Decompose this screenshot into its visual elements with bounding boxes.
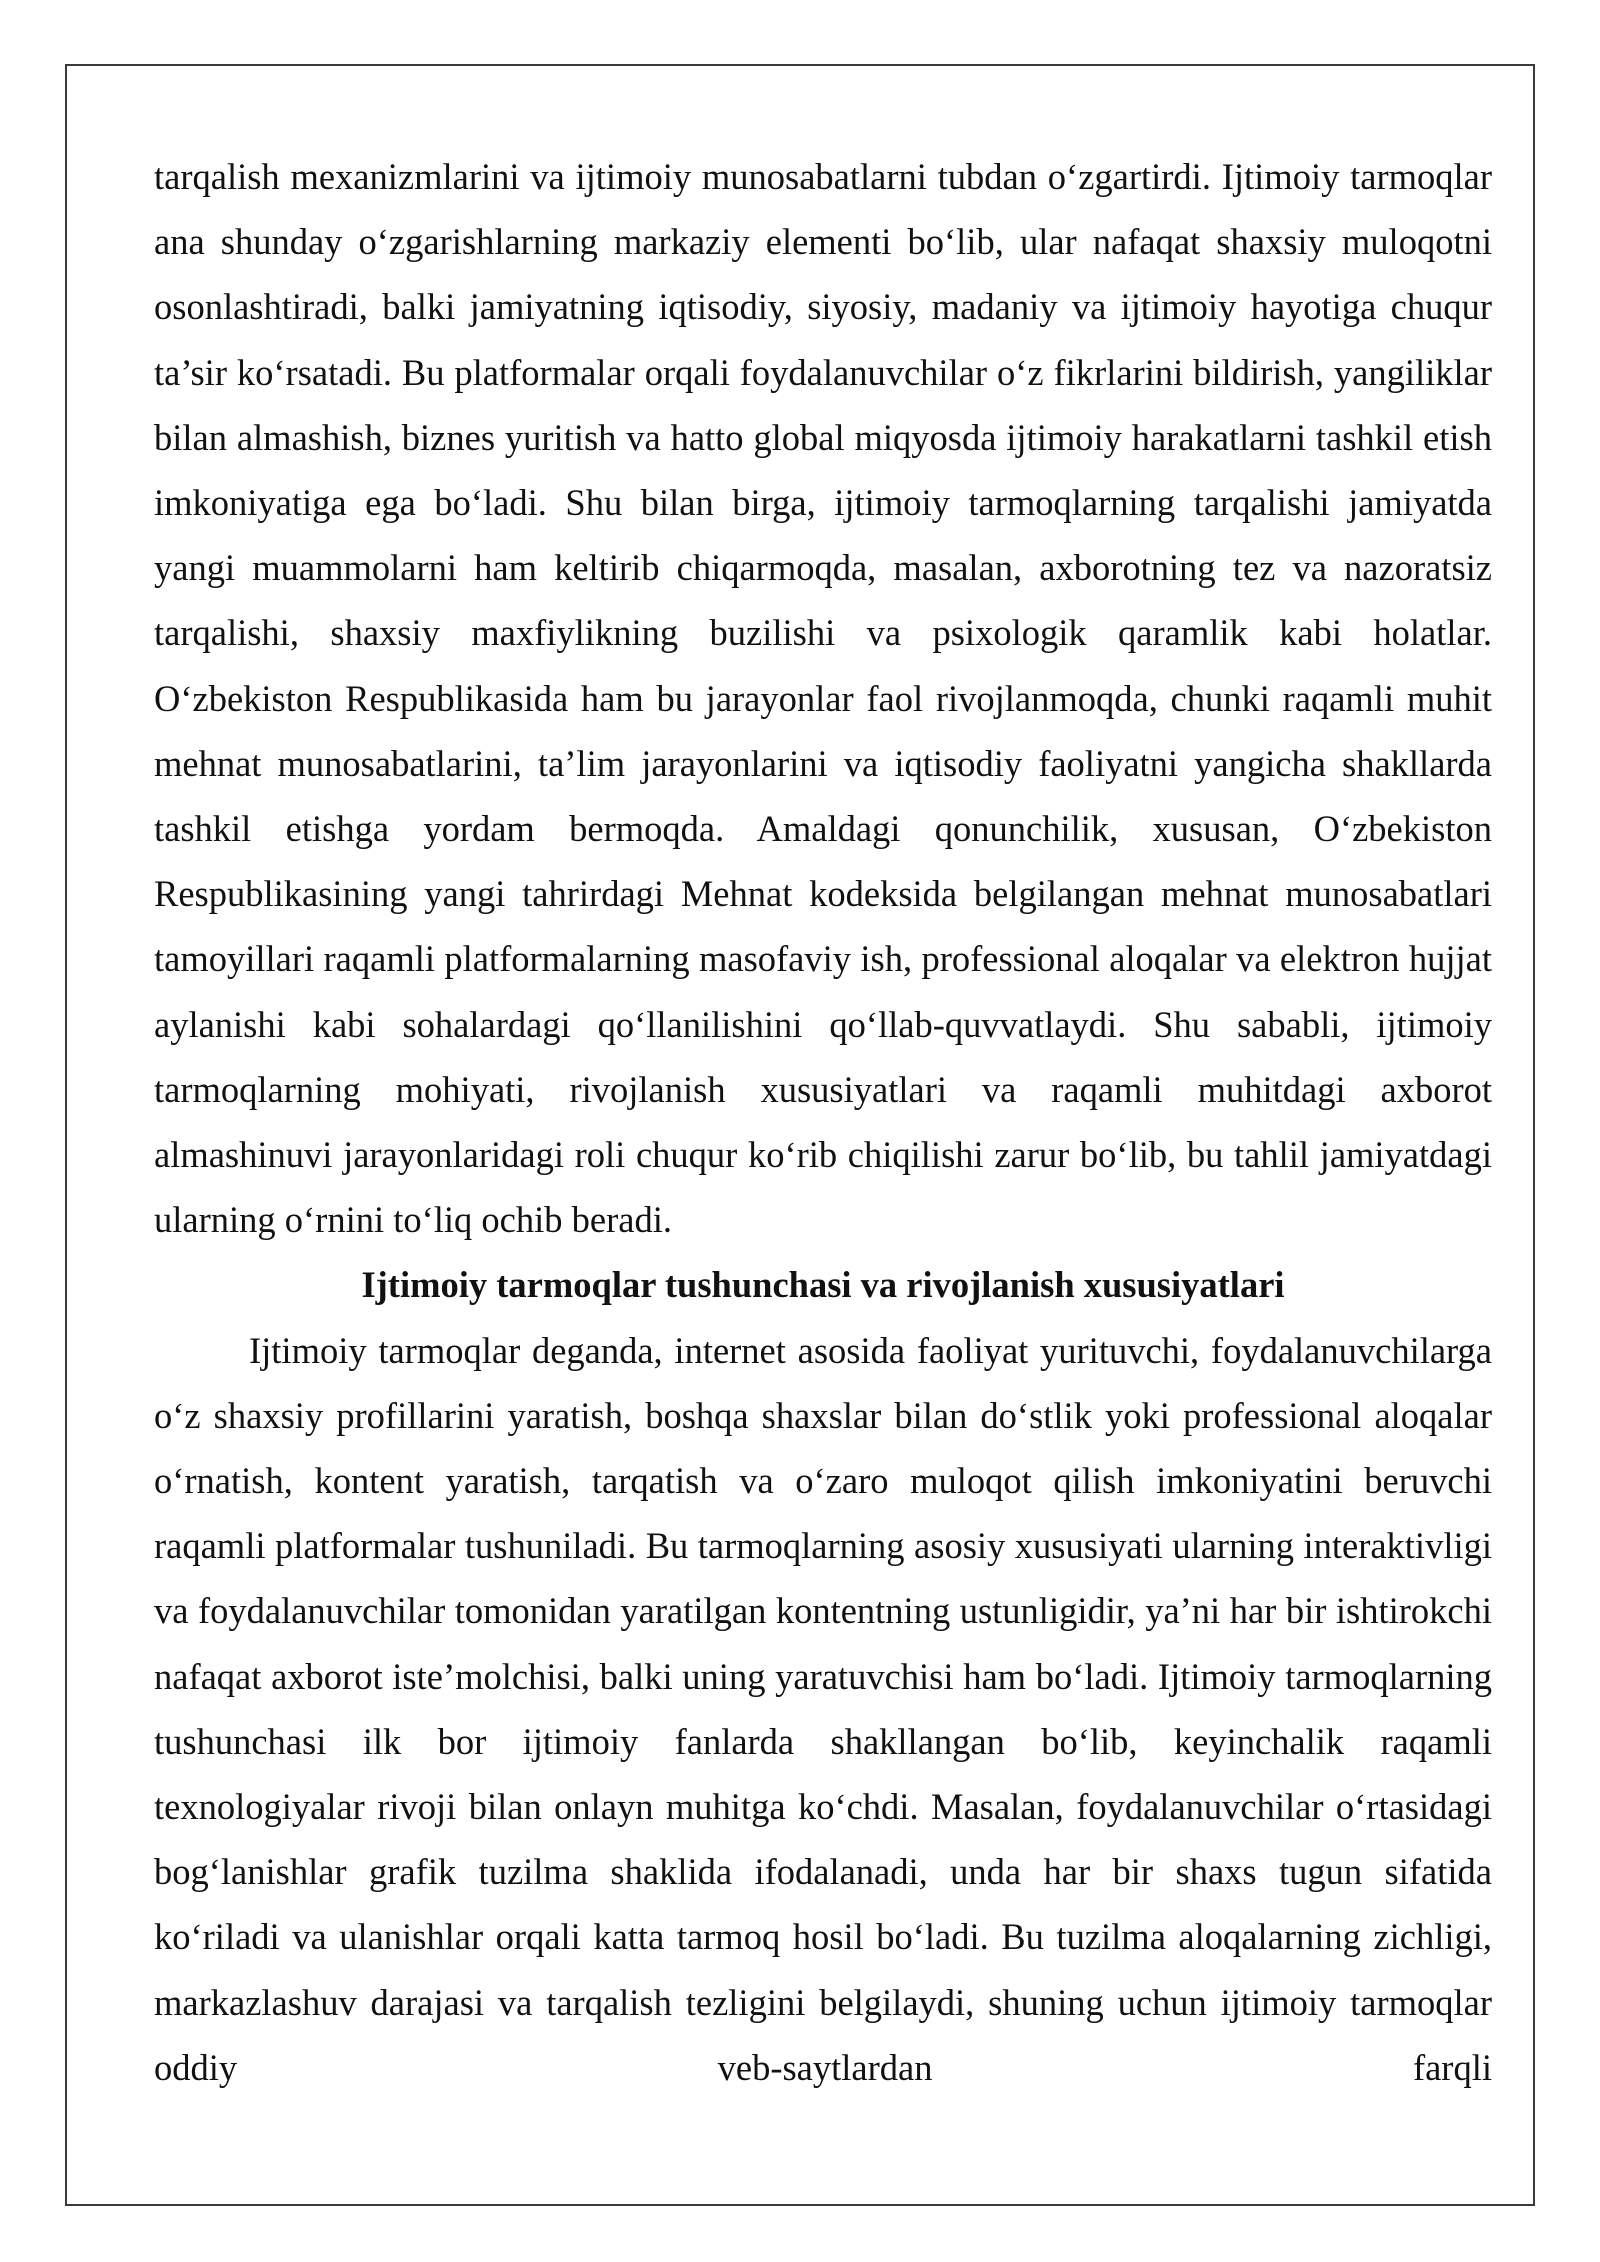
body-paragraph-definition: Ijtimoiy tarmoqlar deganda, internet asosida faoliyat yurituvchi, foydalanuvchilarga o‘z shaxsiy profillarini yaratish, boshqa shaxslar bilan do‘stlik yoki professional aloqalar o‘rnatish, kontent yaratish, tarqatish va o‘zaro muloqot qilish imkoniyatini beruvchi raqamli platformalar tushuniladi. Bu tarmoqlarning asosiy xususiyati ularning interaktivligi va foydalanuvchilar tomonidan yaratilgan kontentning ustunligidir, ya’ni har bir ishtirokchi nafaqat axborot iste’molchisi, balki uning yaratuvchisi ham bo‘ladi. Ijtimoiy tarmoqlarning tushunchasi ilk bor ijtimoiy fanlarda shakllangan bo‘lib, keyinchalik raqamli texnologiyalar rivoji bilan onlayn muhitga ko‘chdi. Masalan, foydalanuvchilar o‘rtasidagi bog‘lanishlar grafik tuzilma shaklida ifodalanadi, unda har bir shaxs tugun sifatida ko‘riladi va ulanishlar orqali katta tarmoq hosil bo‘ladi. Bu tuzilma aloqalarning zichligi, markazlashuv darajasi va tarqalish tezligini belgilaydi, shuning uchun ijtimoiy tarmoqlar oddiy veb-saytlardan farqli bbox=[154, 1329, 1492, 2088]
document-body bbox=[154, 144, 1492, 2100]
section-heading: Ijtimoiy tarmoqlar tushunchasi va rivojlanish xususiyatlari bbox=[361, 1264, 1285, 1306]
body-paragraph-intro: tarqalish mexanizmlarini va ijtimoiy munosabatlarni tubdan o‘zgartirdi. Ijtimoiy tarmoqlar ana shunday o‘zgarishlarning markaziy elementi bo‘lib, ular nafaqat shaxsiy muloqotni osonlashtiradi, balki jamiyatning iqtisodiy, siyosiy, madaniy va ijtimoiy hayotiga chuqur ta’sir ko‘rsatadi. Bu platformalar orqali foydalanuvchilar o‘z fikrlarini bildirish, yangiliklar bilan almashish, biznes yuritish va hatto global miqyosda ijtimoiy harakatlarni tashkil etish imkoniyatiga ega bo‘ladi. Shu bilan birga, ijtimoiy tarmoqlarning tarqalishi jamiyatda yangi muammolarni ham keltirib chiqarmoqda, masalan, axborotning tez va nazoratsiz tarqalishi, shaxsiy maxfiylikning buzilishi va psixologik qaramlik kabi holatlar. O‘zbekiston Respublikasida ham bu jarayonlar faol rivojlanmoqda, chunki raqamli muhit mehnat munosabatlarini, ta’lim jarayonlarini va iqtisodiy faoliyatni yangicha shakllarda tashkil etishga yordam bermoqda. Amaldagi qonunchilik, xususan, O‘zbekiston Respublikasining yangi tahrirdagi Mehnat kodeksida belgilangan mehnat munosabatlari tamoyillari raqamli platformalarning masofaviy ish, professional aloqalar va elektron hujjat aylanishi kabi sohalardagi qo‘llanilishini qo‘llab-quvvatlaydi. Shu sababli, ijtimoiy tarmoqlarning mohiyati, rivojlanish xususiyatlari va raqamli muhitdagi axborot almashinuvi jarayonlaridagi roli chuqur ko‘rib chiqilishi zarur bo‘lib, bu tahlil jamiyatdagi ularning o‘rnini to‘liq ochib beradi. bbox=[154, 156, 1492, 1241]
